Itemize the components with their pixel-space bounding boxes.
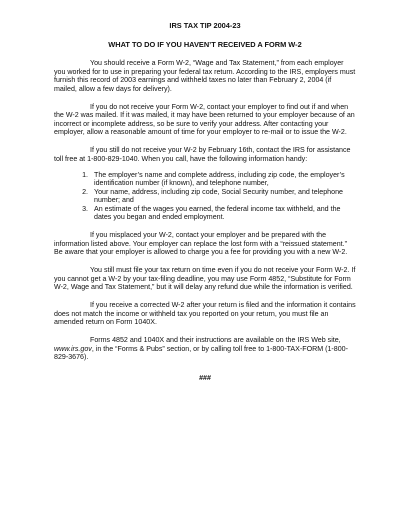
list-item: 1. The employer’s name and complete address, including zip code, the employer’s identification number (if known), and telephone number, <box>90 171 356 188</box>
document-subtitle: WHAT TO DO IF YOU HAVEN’T RECEIVED A FORM W-2 <box>108 39 302 49</box>
paragraph-file-on-time: You still must file your tax return on time even if you do not receive your Form W-2. If you cannot get a W-2 by your tax-filing deadline, you may use Form 4852, “Substitute for Form W-2, Wage and Tax Statement,” but it will delay any refund due while the information is verified. <box>54 266 356 291</box>
list-item: 2. Your name, address, including zip code, Social Security number, and telephone number; and <box>90 188 356 205</box>
paragraph-forms-availability <box>54 336 356 362</box>
forms-text-before: Forms 4852 and 1040X and their instructions are available on the IRS Web site, <box>90 336 341 344</box>
paragraph-intro: You should receive a Form W-2, “Wage and Tax Statement,” from each employer you worked for to use in preparing your federal tax return. According to the IRS, employers must furnish this record of 2003 earnings and withheld taxes no later than February 2, 2004 (if mailed, allow a few days for delivery). <box>54 59 356 93</box>
paragraph-contact-employer: If you do not receive your Form W-2, contact your employer to find out if and when the W-2 was mailed. If it was mailed, it may have been returned to your employer because of an incorrect or incomplete address, so be sure to verify your address. After contacting your employer, allow a reasonable amount of time for your employer to re-mail or to issue the W-2. <box>54 102 355 136</box>
paragraph-corrected-w2: If you receive a corrected W-2 after your return is filed and the information it contains does not match the income or withheld tax you reported on your return, you must file an amended return on Form 1040X. <box>54 301 356 326</box>
paragraph-contact-irs: If you still do not receive your W-2 by February 16th, contact the IRS for assistance toll free at 1-800-829-1040. When you call, have the following information handy: <box>54 146 351 163</box>
document-title: IRS TAX TIP 2004-23 <box>169 21 241 30</box>
end-mark: ### <box>199 373 211 382</box>
forms-text-after: , in the “Forms & Pubs” section, or by calling toll free to 1-800-TAX-FORM (1-800-829-3676). <box>54 344 348 361</box>
paragraph-misplaced: If you misplaced your W-2, contact your employer and be prepared with the information listed above. Your employer can replace the lost form with a “reissued statement.” Be aware that your employer is allowed to charge you a fee for providing you with a new W-2. <box>54 231 348 256</box>
irs-website-link[interactable]: www.irs.gov <box>54 344 92 353</box>
list-item: 3. An estimate of the wages you earned, the federal income tax withheld, and the dates you began and ended employment. <box>90 205 356 222</box>
info-list <box>54 171 356 222</box>
